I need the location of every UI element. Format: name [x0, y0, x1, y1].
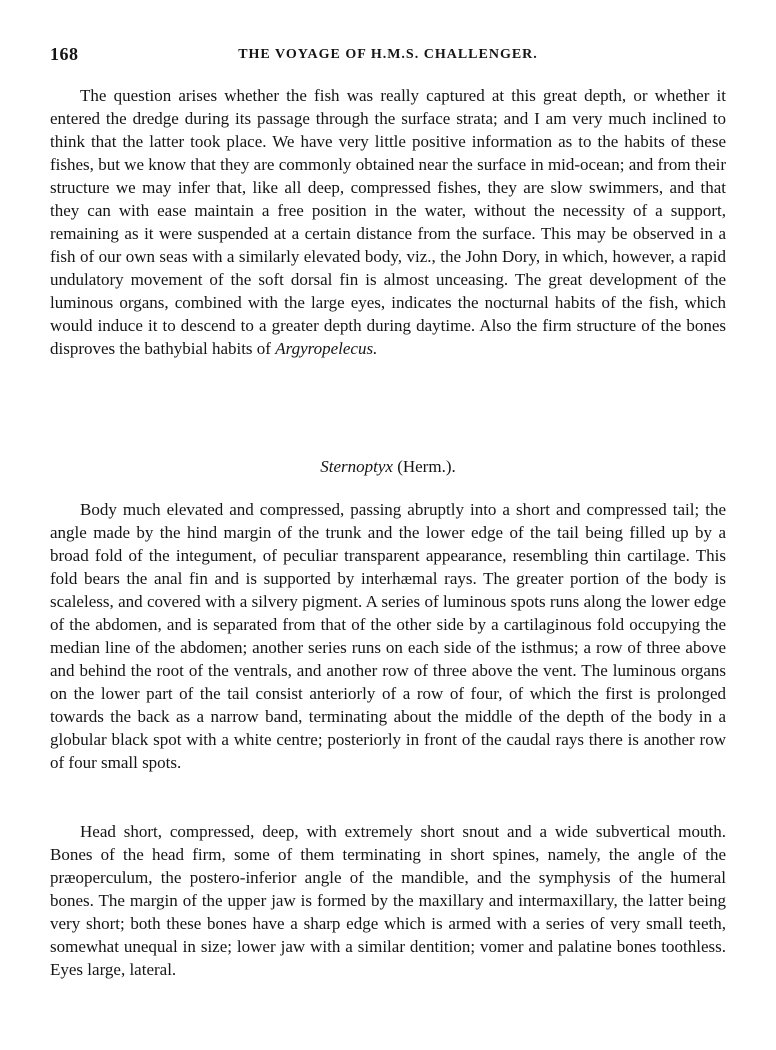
section-heading-genus: Sternoptyx — [320, 457, 393, 476]
paragraph-head-description: Head short, compressed, deep, with extremely short snout and a wide subvertical mouth. Bones of the head firm, some of them terminating in short spines, namely, the angle of the præoperculum, the postero-inferior angle of the mandible, and the symphysis of the humeral bones. The margin of the upper jaw is formed by the maxillary and intermaxillary, the latter being very short; both these bones have a sharp edge which is armed with a series of very small teeth, somewhat unequal in size; lower jaw with a similar dentition; vomer and palatine bones toothless. Eyes large, lateral. — [50, 822, 726, 979]
genus-name-italic: Argyropelecus. — [275, 339, 378, 358]
paragraph-body-description: Body much elevated and compressed, passing abruptly into a short and compressed tail; the angle made by the hind margin of the trunk and the lower edge of the tail being filled up by a broad fold of the integument, of peculiar transparent appearance, resembling thin cartilage. This fold bears the anal fin and is supported by interhæmal rays. The greater portion of the body is scaleless, and covered with a silvery pigment. A series of luminous spots runs along the lower edge of the abdomen, and is separated from that of the other side by a cartilaginous fold occupying the median line of the abdomen; another series runs on each side of the isthmus; a row of three above and behind the root of the ventrals, and another row of three above the vent. The luminous organs on the lower part of the tail consist anteriorly of a row of four, of which the first is prolonged towards the back as a narrow band, terminating about the middle of the depth of the body in a globular black spot with a white centre; posteriorly in front of the caudal rays there is another row of four small spots. — [50, 500, 726, 772]
section-heading — [0, 457, 776, 477]
paragraph-argyropelecus-habits — [50, 84, 726, 360]
section-heading-authority: (Herm.). — [397, 457, 456, 476]
paragraph-text: The question arises whether the fish was really captured at this great depth, or whether it entered the dredge during its passage through the surface strata; and I am very much inclined to think that the latter took place. We have very little positive information as to the habits of these fishes, but we know that they are commonly obtained near the surface in mid-ocean; and from their structure we may infer that, like all deep, compressed fishes, they are slow swimmers, and that they can with ease maintain a free position in the water, without the necessity of a support, remaining as it were suspended at a certain distance from the surface. This may be observed in a fish of our own seas with a similarly elevated body, viz., the John Dory, in which, however, a rapid undulatory movement of the soft dorsal fin is almost unceasing. The great development of the luminous organs, combined with the large eyes, indicates the nocturnal habits of the fish, which would induce it to descend to a greater depth during daytime. Also the firm structure of the bones disproves the bathybial habits of — [50, 86, 726, 358]
page-number: 168 — [50, 44, 79, 64]
running-title: THE VOYAGE OF H.M.S. CHALLENGER. — [238, 47, 538, 62]
